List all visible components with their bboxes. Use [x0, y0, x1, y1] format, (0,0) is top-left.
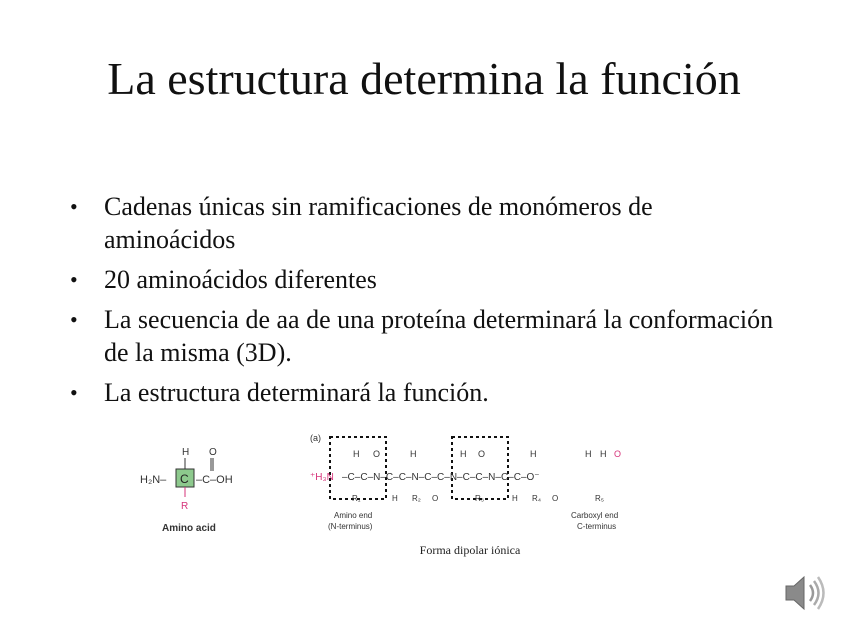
bullet-dot: • — [70, 267, 78, 292]
svg-text:O: O — [373, 449, 381, 459]
svg-text:–C–OH: –C–OH — [196, 474, 233, 486]
bullet-list — [70, 190, 790, 416]
bullet-text: Cadenas únicas sin ramificaciones de monómeros de aminoácidos — [104, 192, 653, 254]
svg-text:C: C — [180, 472, 189, 486]
bullet-item — [70, 376, 790, 409]
svg-text:R₂: R₂ — [412, 494, 421, 503]
bullet-text: La secuencia de aa de una proteína determinará la conformación de la misma (3D). — [104, 305, 774, 367]
slide-title: La estructura determina la función — [107, 53, 741, 104]
svg-text:H: H — [392, 494, 398, 503]
svg-text:O: O — [478, 449, 486, 459]
bullet-item — [70, 190, 790, 256]
bullet-text: La estructura determinará la función. — [104, 378, 489, 407]
panel-label: (a) — [310, 433, 321, 443]
figure-caption: Forma dipolar iónica — [419, 543, 521, 557]
svg-text:R₅: R₅ — [595, 494, 604, 503]
amino-acid-figure — [130, 425, 650, 545]
svg-text:R₄: R₄ — [532, 494, 542, 503]
speaker-icon[interactable] — [782, 570, 828, 616]
svg-text:H: H — [530, 449, 537, 459]
amino-end-label: Amino end — [334, 511, 373, 520]
bullet-dot: • — [70, 307, 78, 332]
svg-text:O: O — [614, 449, 622, 459]
svg-text:H: H — [512, 494, 518, 503]
bullet-item — [70, 303, 790, 369]
svg-text:–C–C–N–C–C–N–C–C–N–C–C–N–C–C–O: –C–C–N–C–C–N–C–C–N–C–C–N–C–C–O⁻ — [342, 472, 540, 483]
polypeptide-structure — [310, 433, 621, 531]
svg-text:R: R — [181, 501, 189, 512]
svg-text:O: O — [432, 494, 439, 503]
carboxyl-end-label: Carboxyl end — [571, 511, 619, 520]
bullet-item — [70, 263, 790, 296]
svg-text:H₂N–: H₂N– — [140, 474, 167, 486]
svg-text:O: O — [552, 494, 559, 503]
bullet-dot: • — [70, 380, 78, 405]
n-terminus-label: (N-terminus) — [328, 522, 373, 531]
svg-text:H: H — [600, 449, 607, 459]
bullet-dot: • — [70, 194, 78, 219]
svg-text:H: H — [410, 449, 417, 459]
svg-text:⁺H₃N: ⁺H₃N — [310, 472, 334, 483]
amino-acid-label: Amino acid — [162, 523, 216, 534]
svg-text:H: H — [585, 449, 592, 459]
svg-text:H: H — [353, 449, 360, 459]
svg-text:O: O — [209, 447, 217, 458]
bullet-text: 20 aminoácidos diferentes — [104, 265, 377, 294]
svg-text:R₁: R₁ — [352, 494, 361, 503]
svg-text:R₃: R₃ — [475, 494, 485, 503]
svg-text:H: H — [182, 447, 190, 458]
amino-acid-structure — [140, 447, 233, 534]
svg-text:H: H — [460, 449, 467, 459]
c-terminus-label: C-terminus — [577, 522, 617, 531]
